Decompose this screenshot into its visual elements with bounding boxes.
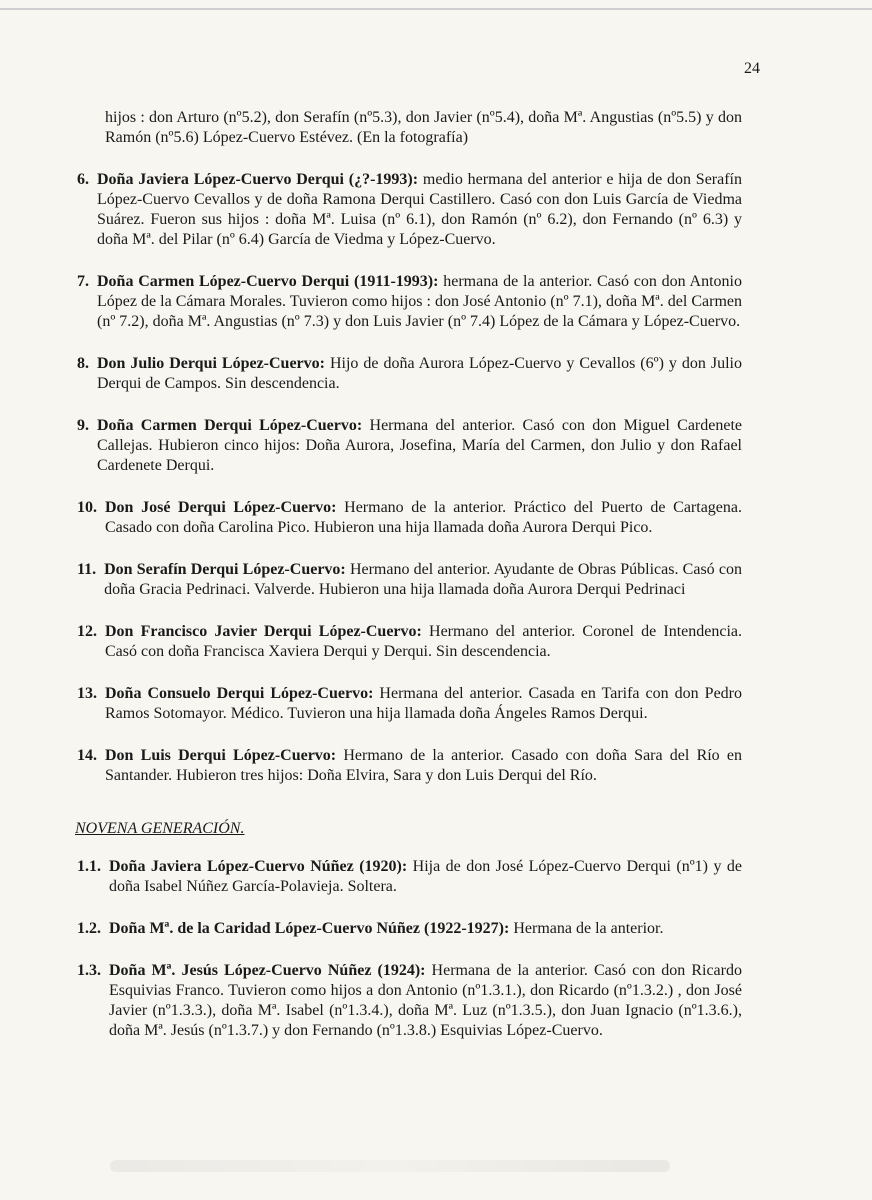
entry-description: hermana de la anterior. Casó con don Antonio López de la Cámara Morales. Tuvieron como hijos : don José Antonio (nº 7.1), doña Mª. del Carmen (nº 7.2), doña Mª. Angustias (nº 7.3) y don Luis Javier (nº 7.4) López de la Cámara y López-Cuervo. — [97, 273, 742, 330]
entry-text — [97, 354, 742, 394]
entry-description: Hermana del anterior. Casada en Tarifa con don Pedro Ramos Sotomayor. Médico. Tuvieron una hija llamada doña Ángeles Ramos Derqui. — [105, 685, 743, 722]
list-item — [77, 416, 742, 476]
entry-description: medio hermana del anterior e hija de don Serafín López-Cuervo Cevallos y de doña Ramona Derqui Castillero. Casó con don Luis García de Viedma Suárez. Fueron sus hijos : doña Mª. Luisa (nº 6.1), don Ramón (nº 6.2), don Fernando (nº 6.3) y doña Mª. del Pilar (nº 6.4) García de Viedma y López-Cuervo. — [97, 171, 743, 248]
entry-description: Hermano del anterior. Ayudante de Obras Públicas. Casó con doña Gracia Pedrinaci. Valverde. Hubieron una hija llamada doña Aurora Derqui Pedrinaci — [104, 561, 742, 598]
entry-text — [105, 684, 742, 724]
entry-name: Don Serafín Derqui López-Cuervo: — [104, 561, 346, 578]
scan-smudge — [110, 1160, 670, 1172]
entry-text — [109, 857, 742, 897]
entry-number: 11. — [77, 561, 97, 578]
entry-text — [97, 272, 742, 332]
list-item — [77, 919, 742, 939]
list-item — [77, 746, 742, 786]
entry-name: Doña Mª. de la Caridad López-Cuervo Núñez (1922-1927): — [109, 920, 510, 937]
entry-number: 12. — [77, 623, 97, 640]
section-heading: NOVENA GENERACIÓN. — [75, 820, 245, 837]
intro-paragraph: hijos : don Arturo (nº5.2), don Serafín (nº5.3), don Javier (nº5.4), doña Mª. Angustias (nº5.5) y don Ramón (nº5.6) López-Cuervo Estévez. (En la fotografía) — [105, 109, 742, 146]
entry-number: 10. — [77, 499, 97, 516]
entry-text — [109, 919, 742, 939]
entry-description: Hermana de la anterior. Casó con don Ricardo Esquivias Franco. Tuvieron como hijos a don Antonio (nº1.3.1.), don Ricardo (nº1.3.2.) , don José Javier (nº1.3.3.), doña Mª. Isabel (nº1.3.4.), doña Mª. Luz (nº1.3.5.), don Juan Ignacio (nº1.3.6.), doña Mª. Jesús (nº1.3.7.) y don Fernando (nº1.3.8.) Esquivias López-Cuervo. — [109, 962, 742, 1039]
list-item — [77, 170, 742, 250]
entry-text — [97, 416, 742, 476]
scan-edge-line — [0, 8, 872, 10]
entry-description: Hermano de la anterior. Práctico del Puerto de Cartagena. Casado con doña Carolina Pico. Hubieron una hija llamada doña Aurora Derqui Pico. — [105, 499, 742, 536]
list-item — [77, 961, 742, 1041]
entry-number: 7. — [77, 273, 89, 290]
list-item — [77, 272, 742, 332]
entry-name: Doña Carmen Derqui López-Cuervo: — [97, 417, 363, 434]
entry-text — [105, 498, 742, 538]
entry-description: Hermano del anterior. Coronel de Intendencia. Casó con doña Francisca Xaviera Derqui y Derqui. Sin descendencia. — [105, 623, 743, 660]
list-item — [77, 498, 742, 538]
entry-name: Doña Carmen López-Cuervo Derqui (1911-1993): — [97, 273, 439, 290]
list-item — [77, 354, 742, 394]
entry-description: Hijo de doña Aurora López-Cuervo y Cevallos (6º) y don Julio Derqui de Campos. Sin descendencia. — [97, 355, 742, 392]
entry-description: Hermano de la anterior. Casado con doña Sara del Río en Santander. Hubieron tres hijos: Doña Elvira, Sara y don Luis Derqui del Río. — [105, 747, 742, 784]
entry-number: 1.3. — [77, 962, 101, 979]
document-body — [77, 108, 742, 1063]
entry-name: Don Luis Derqui López-Cuervo: — [105, 747, 337, 764]
entry-number: 9. — [77, 417, 89, 434]
entry-text — [105, 746, 742, 786]
entry-name: Don José Derqui López-Cuervo: — [105, 499, 337, 516]
entry-name: Doña Consuelo Derqui López-Cuervo: — [105, 685, 374, 702]
generation-8-list — [77, 170, 742, 786]
entry-number: 14. — [77, 747, 97, 764]
list-item — [77, 857, 742, 897]
entry-text — [105, 622, 742, 662]
entry-name: Don Julio Derqui López-Cuervo: — [97, 355, 325, 372]
entry-number: 1.1. — [77, 858, 101, 875]
page-number: 24 — [744, 60, 760, 77]
entry-text — [97, 170, 742, 250]
entry-name: Doña Javiera López-Cuervo Derqui (¿?-1993): — [97, 171, 419, 188]
entry-description: Hija de don José López-Cuervo Derqui (nº1) y de doña Isabel Núñez García-Polavieja. Soltera. — [109, 858, 742, 895]
entry-description: Hermana del anterior. Casó con don Miguel Cardenete Callejas. Hubieron cinco hijos: Doña Aurora, Josefina, María del Carmen, don Julio y don Rafael Cardenete Derqui. — [97, 417, 743, 474]
entry-name: Doña Mª. Jesús López-Cuervo Núñez (1924): — [109, 962, 426, 979]
entry-name: Don Francisco Javier Derqui López-Cuervo: — [105, 623, 422, 640]
entry-name: Doña Javiera López-Cuervo Núñez (1920): — [109, 858, 408, 875]
entry-number: 6. — [77, 171, 89, 188]
entry-number: 13. — [77, 685, 97, 702]
entry-text — [104, 560, 742, 600]
list-item — [77, 622, 742, 662]
entry-description: Hermana de la anterior. — [509, 920, 664, 937]
list-item — [77, 684, 742, 724]
entry-text — [109, 961, 742, 1041]
entry-number: 8. — [77, 355, 89, 372]
generation-9-list — [77, 857, 742, 1041]
list-item — [77, 560, 742, 600]
entry-number: 1.2. — [77, 920, 101, 937]
